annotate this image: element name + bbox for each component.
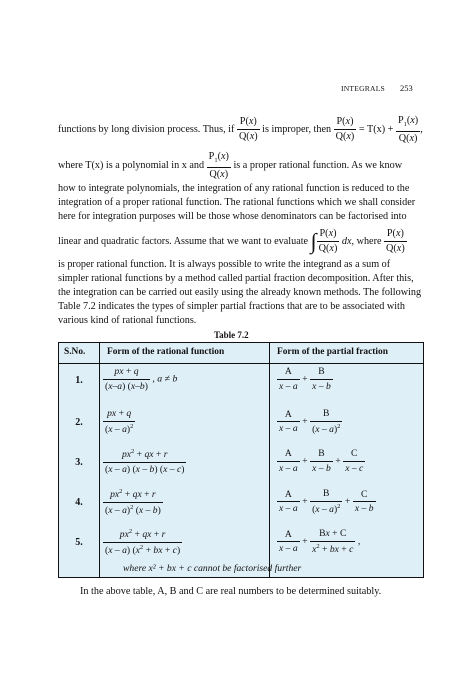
rational-function-expr: $\frac{px + q}{(x - a)^2}$	[105, 408, 134, 435]
header-rational-function: Form of the rational function	[107, 347, 225, 357]
text-span: is a proper rational function. As we know	[233, 160, 403, 172]
row5-note: where x² + bx + c cannot be factorised further	[123, 563, 302, 574]
paragraph-line: is proper rational function. It is always possible to write the integrand as a sum of	[58, 259, 391, 270]
header-divider	[59, 363, 423, 364]
fraction-p-over-q: $\frac{P(x)}{Q(x)}$	[386, 228, 405, 255]
fraction-p-over-q: $\frac{P(x)}{Q(x)}$	[238, 116, 258, 143]
paragraph-line	[58, 152, 402, 180]
paragraph-line: linear and quadratic factors. Assume that we want to evaluate ∫ $\frac{P(x)}{Q(x)}$ dx, where $\frac{P(x)}{Q(x)}$	[58, 228, 405, 255]
partial-fraction-expr: $\frac{A}{x - a}$ + $\frac{B}{x - b}$ + $\frac{C}{x - c}$	[279, 448, 364, 474]
paragraph-line: various kind of rational functions.	[58, 315, 197, 326]
table-title: Table 7.2	[214, 330, 249, 340]
row-number: 1.	[75, 375, 83, 386]
paragraph-line: here for integration purposes will be those whose denominators can be factorised into	[58, 211, 407, 222]
integral-sign: ∫	[310, 228, 317, 254]
row-number: 3.	[75, 457, 83, 468]
partial-fraction-expr: $\frac{A}{x - a}$ + $\frac{B}{(x - a)^2}$ + $\frac{C}{x - b}$	[279, 488, 374, 515]
running-header: INTEGRALS	[341, 84, 385, 93]
partial-fraction-expr: $\frac{A}{x - a}$ + $\frac{Bx + C}{x^2 + bx + c}$ ,	[279, 528, 361, 555]
paragraph-line: simpler rational functions by a method called partial fraction decomposition. After this,	[58, 273, 414, 284]
fraction-p1-over-q: $\frac{P_1(x)}{Q(x)}$	[397, 115, 419, 144]
fraction-p-over-q: $\frac{P(x)}{Q(x)}$	[335, 116, 355, 143]
fraction-p-over-q: $\frac{P(x)}{Q(x)}$	[318, 228, 338, 255]
row-number: 2.	[75, 417, 83, 428]
rational-function-expr: $\frac{px^2 + qx + r}{(x - a) (x^2 + bx + c)}$	[105, 528, 181, 556]
rational-function-expr: $\frac{px^2 + qx + r}{(x - a) (x - b) (x - c)}$	[105, 448, 185, 475]
paragraph-line: integration of a proper rational function. The rational functions which we shall consider	[58, 197, 416, 208]
text-span: , where	[351, 236, 382, 248]
row-number: 4.	[75, 497, 83, 508]
text-span: = T(x) +	[358, 124, 394, 136]
text-span: is improper, then	[262, 124, 332, 136]
partial-fractions-table	[58, 342, 424, 578]
text-span: linear and quadratic factors. Assume that we want to evaluate	[58, 236, 309, 248]
rational-function-expr: $\frac{px^2 + qx + r}{(x - a)^2 (x - b)}$	[105, 488, 161, 516]
paragraph-line: how to integrate polynomials, the integration of any rational function is reduced to the	[58, 183, 410, 194]
closing-sentence: In the above table, A, B and C are real numbers to be determined suitably.	[80, 586, 382, 597]
paragraph-line: Table 7.2 indicates the types of simpler partial fractions that are to be associated with	[58, 301, 405, 312]
header-sno: S.No.	[64, 347, 86, 357]
column-divider	[99, 343, 100, 577]
fraction-p1-over-q: $\frac{P_1(x)}{Q(x)}$	[208, 151, 229, 180]
header-partial-fraction: Form of the partial fraction	[277, 347, 388, 357]
page-number: 253	[400, 83, 413, 93]
rational-function-expr: $\frac{px + q}{(x-a) (x-b)}$ , a ≠ b	[105, 366, 178, 392]
partial-fraction-expr: $\frac{A}{x - a}$ + $\frac{B}{x - b}$	[279, 366, 331, 392]
partial-fraction-expr: $\frac{A}{x - a}$ + $\frac{B}{(x - a)^2}$	[279, 408, 341, 435]
row-number: 5.	[75, 537, 83, 548]
text-span: where T(x) is a polynomial in x and	[58, 160, 205, 172]
paragraph-line: the integration can be carried out easily using the already known methods. The following	[58, 287, 422, 298]
text-span: functions by long division process. Thus, if	[58, 124, 235, 136]
paragraph-line: functions by long division process. Thus, if $\frac{P(x)}{Q(x)}$ is improper, then $\frac{P(x)}{Q(x)}$ = T(x) + $\frac{P_1(x)}{Q(x)}$ ,	[58, 115, 423, 144]
column-divider	[269, 343, 270, 577]
